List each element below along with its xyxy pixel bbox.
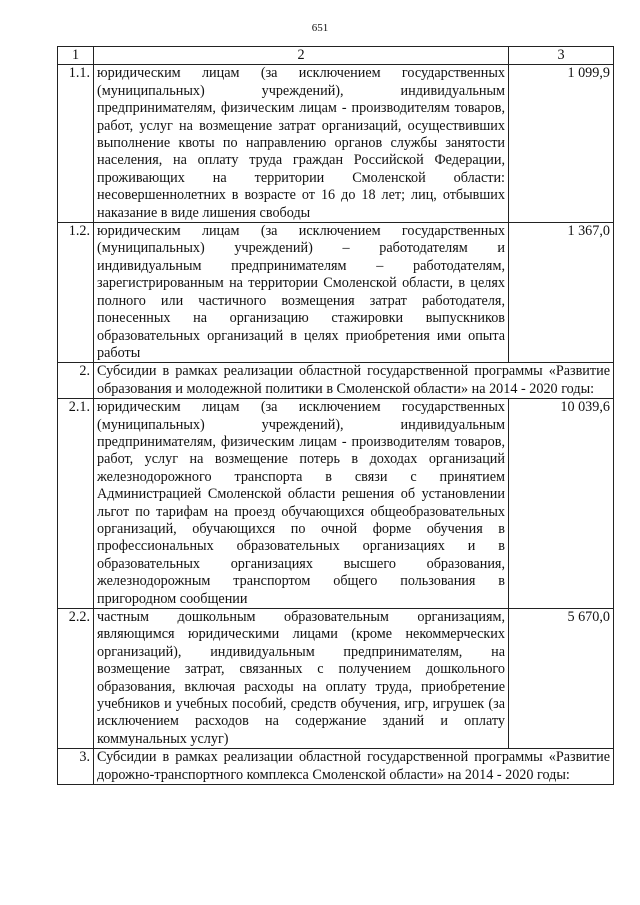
table-row bbox=[58, 65, 614, 223]
table-row bbox=[58, 749, 614, 785]
row-number: 1.1. bbox=[58, 65, 94, 223]
header-col-3: 3 bbox=[509, 47, 614, 65]
row-amount: 5 670,0 bbox=[509, 609, 614, 749]
table-row bbox=[58, 609, 614, 749]
row-text: юридическим лицам (за исключением государственных (муниципальных) учреждений) – работодателям и индивидуальным предпринимателям – работодателям, зарегистрированным на территории Смоленской области, в целях полного или частичного возмещения затрат работодателя, понесенных на организацию стажировки выпускников образовательных организаций в целях приобретения ими опыта работы bbox=[94, 223, 509, 363]
row-text: юридическим лицам (за исключением государственных (муниципальных) учреждений), индивидуальным предпринимателям, физическим лицам - производителям товаров, работ, услуг на возмещение затрат организаций, осуществивших выполнение квоты по направлению органов службы занятости населения, на оплату труда граждан Российской Федерации, проживающих на территории Смоленской области: несовершеннолетних в возрасте от 16 до 18 лет; лиц, отбывших наказание в виде лишения свободы bbox=[94, 65, 509, 223]
row-text: Субсидии в рамках реализации областной государственной программы «Развитие образования и молодежной политики в Смоленской области» на 2014 - 2020 годы: bbox=[94, 363, 614, 399]
subsidies-table bbox=[57, 46, 614, 785]
table-row bbox=[58, 363, 614, 399]
row-number: 2. bbox=[58, 363, 94, 399]
row-amount: 1 367,0 bbox=[509, 223, 614, 363]
page-number: 651 bbox=[311, 22, 329, 34]
row-number: 3. bbox=[58, 749, 94, 785]
row-number: 2.1. bbox=[58, 399, 94, 609]
row-text: частным дошкольным образовательным организациям, являющимся юридическими лицами (кроме некоммерческих организаций), индивидуальным предпринимателям, на возмещение затрат, связанных с получением дошкольного образования, включая расходы на оплату труда, приобретение учебников и учебных пособий, средств обучения, игр, игрушек (за исключением расходов на содержание зданий и оплату коммунальных услуг) bbox=[94, 609, 509, 749]
row-number: 2.2. bbox=[58, 609, 94, 749]
row-amount: 10 039,6 bbox=[509, 399, 614, 609]
table-row bbox=[58, 223, 614, 363]
row-amount: 1 099,9 bbox=[509, 65, 614, 223]
header-col-1: 1 bbox=[58, 47, 94, 65]
table-row bbox=[58, 399, 614, 609]
row-number: 1.2. bbox=[58, 223, 94, 363]
table-header-row bbox=[58, 47, 614, 65]
row-text: Субсидии в рамках реализации областной государственной программы «Развитие дорожно-транспортного комплекса Смоленской области» на 2014 - 2020 годы: bbox=[94, 749, 614, 785]
header-col-2: 2 bbox=[94, 47, 509, 65]
row-text: юридическим лицам (за исключением государственных (муниципальных) учреждений), индивидуальным предпринимателям, физическим лицам - производителям товаров, работ, услуг на возмещение потерь в доходах организаций железнодорожного транспорта в связи с принятием Администрацией Смоленской области решения об установлении льгот по тарифам на проезд обучающихся общеобразовательных организаций, обучающихся по очной форме обучения в профессиональных образовательных организациях и в образовательных организациях высшего образования, железнодорожным транспортом общего пользования в пригородном сообщении bbox=[94, 399, 509, 609]
